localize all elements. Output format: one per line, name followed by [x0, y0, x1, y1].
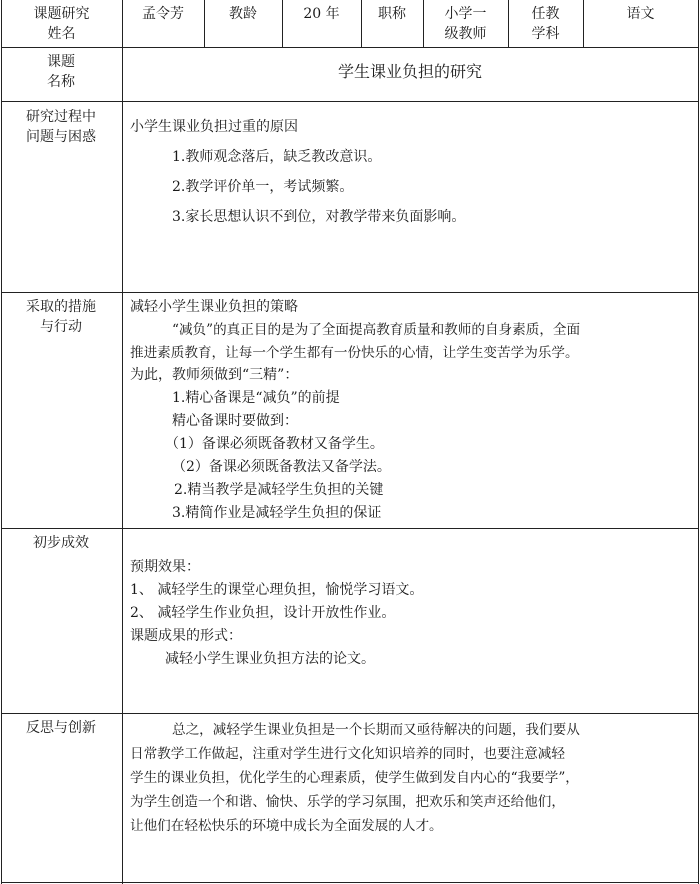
problem-item: 1.教师观念落后，缺乏教改意识。	[172, 149, 382, 165]
reflection-line: 总之，减轻学生课业负担是一个长期而又亟待解决的问题，我们要从	[172, 722, 580, 738]
teaching-age-label: 教龄	[229, 6, 257, 22]
title-label: 职称	[378, 6, 406, 22]
reflection-line: 日常教学工作做起，注重对学生进行文化知识培养的同时，也要注意减轻	[130, 746, 565, 762]
measures-heading: 减轻小学生课业负担的策略	[130, 299, 298, 315]
measures-row-divider	[1, 528, 699, 529]
topic-label: 课题 名称	[47, 54, 75, 90]
measures-item: （2）备课必须既备教法又备学法。	[172, 459, 391, 475]
teacher-name: 孟令芳	[142, 6, 184, 22]
results-line: 2、 减轻学生作业负担，设计开放性作业。	[130, 605, 396, 621]
results-label: 初步成效	[33, 535, 89, 551]
reflection-line: 为学生创造一个和谐、愉快、乐学的学习氛围，把欢乐和笑声还给他们，	[130, 794, 565, 810]
problem-item: 2.教学评价单一，考试频繁。	[172, 179, 354, 195]
label-column-divider	[122, 0, 123, 884]
measures-item: 1.精心备课是“减负”的前提	[172, 390, 340, 406]
results-line: 1、 减轻学生的课堂心理负担，愉悦学习语文。	[130, 582, 424, 598]
measures-item: 3.精简作业是减轻学生负担的保证	[172, 505, 382, 521]
table-border-bottom	[1, 882, 699, 883]
reflection-line: 学生的课业负担，优化学生的心理素质，使学生做到发自内心的“我要学”，	[130, 770, 579, 786]
name-label: 课题研究 姓名	[33, 6, 90, 42]
teaching-age-value: 20 年	[303, 6, 340, 22]
subject-value: 语文	[626, 6, 655, 22]
measures-item: 精心备课时要做到：	[172, 413, 298, 429]
measures-label: 采取的措施 与行动	[26, 299, 96, 335]
title-value: 小学一 级教师	[444, 6, 487, 42]
problem-item: 3.家长思想认识不到位，对教学带来负面影响。	[172, 209, 466, 225]
problems-row-divider	[1, 292, 699, 293]
results-row-divider	[1, 713, 699, 714]
subject-label: 任教 学科	[531, 6, 560, 42]
results-line: 课题成果的形式：	[130, 628, 242, 644]
topic-row-divider	[1, 101, 699, 102]
reflection-label: 反思与创新	[26, 720, 96, 736]
measures-paragraph-line: “减负”的真正目的是为了全面提高教育质量和教师的自身素质，全面	[172, 322, 581, 338]
problems-label: 研究过程中 问题与困惑	[26, 109, 96, 145]
results-line: 预期效果：	[130, 559, 200, 575]
table-border-right	[698, 0, 699, 884]
measures-item: （1）备课必须既备教材又备学生。	[165, 436, 384, 452]
header-row-divider	[1, 47, 699, 48]
measures-item: 2.精当教学是减轻学生负担的关键	[174, 482, 384, 498]
results-line: 减轻小学生课业负担方法的论文。	[165, 651, 375, 667]
topic-title: 学生课业负担的研究	[337, 62, 482, 81]
reflection-line: 让他们在轻松快乐的环境中成长为全面发展的人才。	[130, 818, 443, 834]
problems-intro: 小学生课业负担过重的原因	[130, 119, 298, 135]
measures-paragraph-line: 为此，教师须做到“三精”：	[130, 367, 299, 383]
measures-paragraph-line: 推进素质教育，让每一个学生都有一份快乐的心情，让学生变苦学为乐学。	[130, 345, 579, 361]
